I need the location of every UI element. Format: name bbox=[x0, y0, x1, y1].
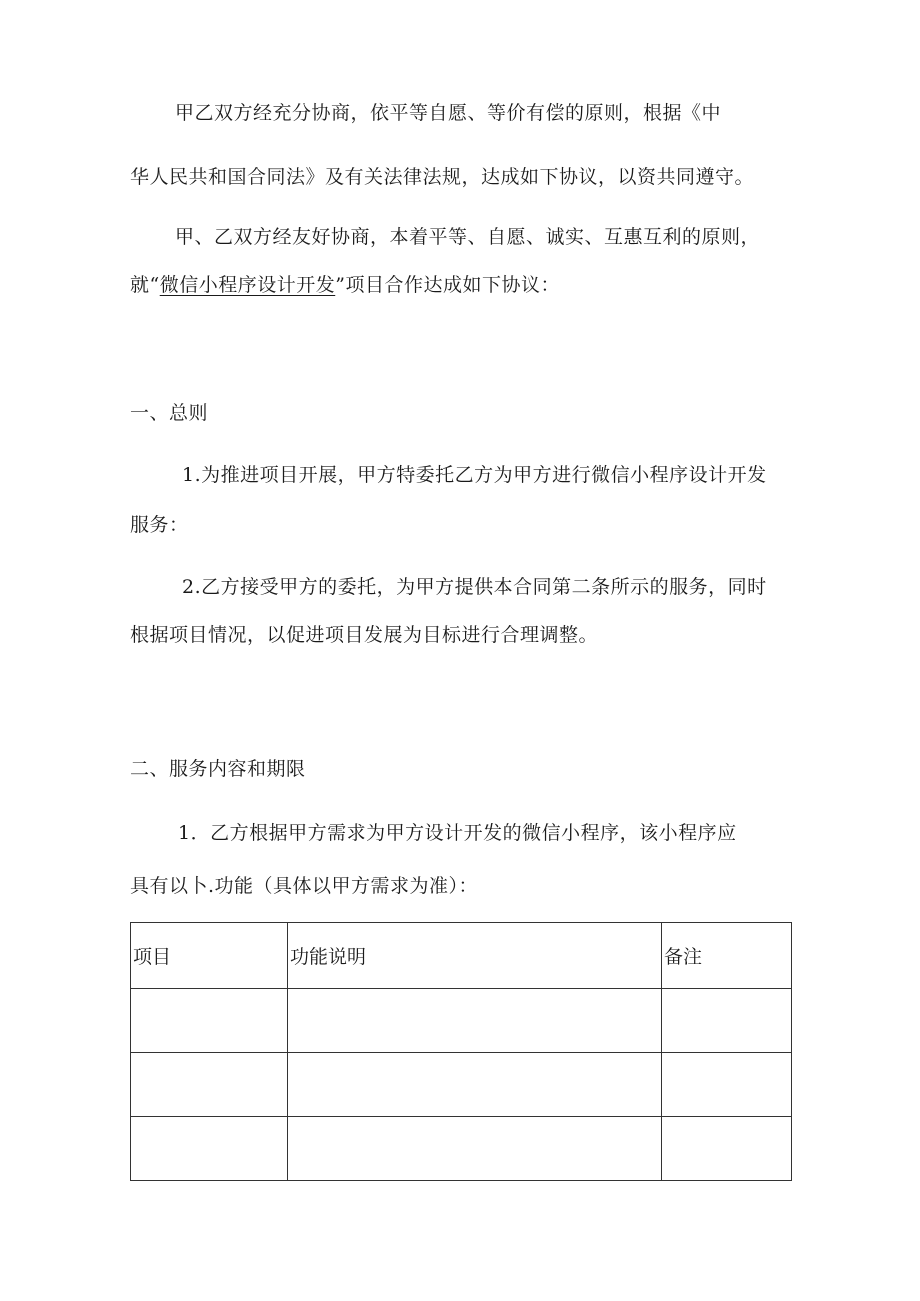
header-cell-remark: 备注 bbox=[662, 923, 792, 989]
preamble-paragraph-1-line-2: 华人民共和国合同法》及有关法律法规，达成如下协议，以资共同遵守。 bbox=[130, 166, 755, 188]
section-1-item-2-line-2: 根据项目情况，以促进项目发展为目标进行合理调整。 bbox=[130, 624, 599, 646]
table-cell bbox=[662, 1117, 792, 1181]
table-cell bbox=[131, 1117, 288, 1181]
table-cell bbox=[131, 989, 288, 1053]
table-cell bbox=[288, 1053, 662, 1117]
quote-prefix: 就“ bbox=[130, 274, 160, 296]
header-cell-item: 项目 bbox=[131, 923, 288, 989]
table-row bbox=[131, 989, 792, 1053]
table-cell bbox=[288, 1117, 662, 1181]
quote-suffix: ”项目合作达成如下协议： bbox=[335, 274, 560, 296]
section-1-item-1-line-2: 服务： bbox=[130, 514, 189, 536]
table-cell bbox=[662, 989, 792, 1053]
section-2-item-1-line-1: 1．乙方根据甲方需求为甲方设计开发的微信小程序，该小程序应 bbox=[178, 822, 737, 844]
function-table bbox=[130, 922, 792, 1181]
table-header-row bbox=[131, 923, 792, 989]
table-row bbox=[131, 1053, 792, 1117]
preamble-paragraph-1-line-1: 甲乙双方经充分协商，依平等自愿、等价有偿的原则，根据《中 bbox=[175, 102, 722, 124]
section-1-item-2-line-1: 2.乙方接受甲方的委托，为甲方提供本合同第二条所示的服务，同时 bbox=[182, 576, 767, 598]
section-2-heading: 二、服务内容和期限 bbox=[130, 758, 306, 780]
table-cell bbox=[662, 1053, 792, 1117]
section-2-item-1-line-2: 具有以卜.功能（具体以甲方需求为准）： bbox=[130, 875, 479, 897]
table-row bbox=[131, 1117, 792, 1181]
section-1-heading: 一、总则 bbox=[130, 402, 209, 424]
preamble-paragraph-2-line-1: 甲、乙双方经友好协商，本着平等、自愿、诚实、互惠互利的原则， bbox=[175, 226, 761, 248]
table-cell bbox=[131, 1053, 288, 1117]
project-name: 微信小程序设计开发 bbox=[159, 274, 336, 296]
header-cell-function: 功能说明 bbox=[288, 923, 662, 989]
section-1-item-1-line-1: 1.为推进项目开展，甲方特委托乙方为甲方进行微信小程序设计开发 bbox=[182, 464, 767, 486]
preamble-paragraph-2-line-2 bbox=[130, 272, 560, 298]
table-cell bbox=[288, 989, 662, 1053]
